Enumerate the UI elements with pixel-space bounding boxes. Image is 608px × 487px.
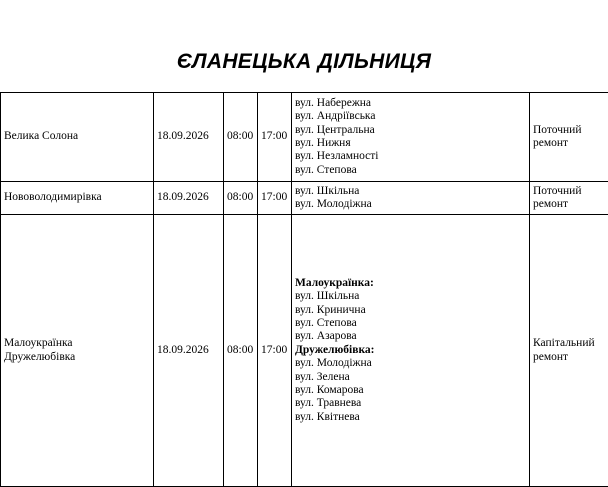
streets-cell: [292, 93, 530, 182]
street-name: вул. Молодіжна: [295, 357, 372, 370]
date-cell: 18.09.2026: [154, 93, 224, 182]
street-name: вул. Шкільна: [295, 184, 360, 197]
street-name: вул. Травнева: [295, 397, 362, 410]
work-type-cell: Поточний ремонт: [530, 182, 608, 215]
schedule-body: [1, 93, 608, 487]
street-name: вул. Степова: [295, 316, 357, 329]
street-name: вул. Андріївська: [295, 110, 376, 123]
street-name: вул. Квітнева: [295, 410, 360, 423]
end-time-cell: 17:00: [258, 93, 292, 182]
settlement-name: Нововолодимирівка: [4, 191, 102, 204]
settlement-name: Дружелюбівка: [4, 350, 76, 363]
work-type-cell: Капітальний ремонт: [530, 215, 608, 487]
street-name: вул. Шкільна: [295, 290, 360, 303]
street-name: вул. Зелена: [295, 370, 350, 383]
street-name: вул. Азарова: [295, 330, 357, 343]
streets-cell: [292, 215, 530, 487]
settlement-name: Велика Солона: [4, 130, 79, 143]
street-name: вул. Незламності: [295, 150, 379, 163]
end-time-cell: 17:00: [258, 215, 292, 487]
street-name: вул. Центральна: [295, 123, 375, 136]
streets-cell: [292, 182, 530, 215]
street-group-heading: Дружелюбівка:: [295, 343, 375, 356]
date-cell: 18.09.2026: [154, 182, 224, 215]
date-cell: 18.09.2026: [154, 215, 224, 487]
settlement-cell: [1, 215, 154, 487]
street-name: вул. Нижня: [295, 137, 351, 149]
start-time-cell: 08:00: [224, 93, 258, 182]
table-row: [1, 215, 608, 487]
settlement-cell: [1, 93, 154, 182]
end-time-cell: 17:00: [258, 182, 292, 215]
page-title: ЄЛАНЕЦЬКА ДІЛЬНИЦЯ: [176, 50, 432, 73]
table-row: [1, 93, 608, 182]
start-time-cell: 08:00: [224, 215, 258, 487]
street-name: вул. Набережна: [295, 96, 372, 109]
settlement-cell: [1, 182, 154, 215]
street-name: вул. Молодіжна: [295, 198, 372, 210]
start-time-cell: 08:00: [224, 182, 258, 215]
work-type-cell: Поточний ремонт: [530, 93, 608, 182]
street-name: вул. Степова: [295, 163, 357, 176]
schedule-table: [0, 92, 608, 487]
settlement-name: Малоукраїнка: [4, 337, 73, 350]
table-row: [1, 182, 608, 215]
street-group-heading: Малоукраїнка:: [295, 276, 374, 289]
street-name: вул. Комарова: [295, 384, 364, 397]
street-name: вул. Кринична: [295, 303, 366, 316]
